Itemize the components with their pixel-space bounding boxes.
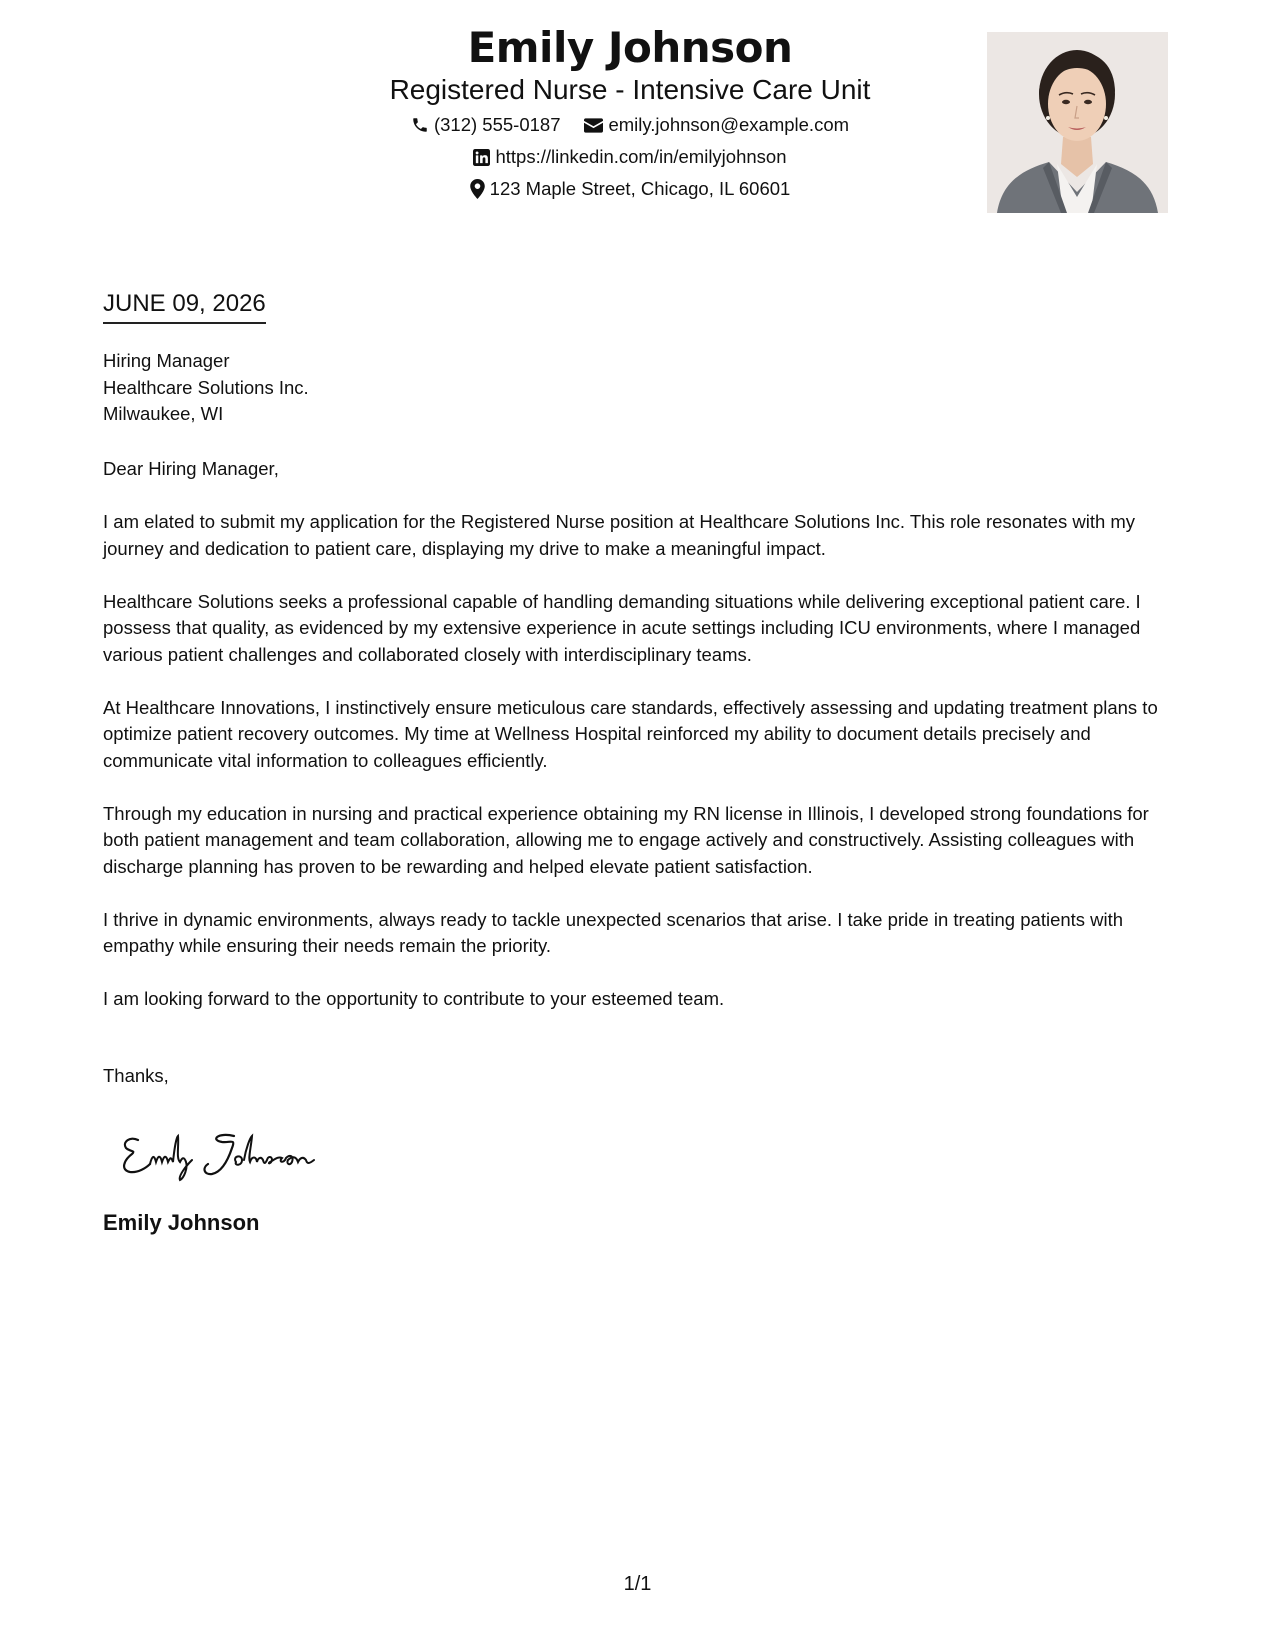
phone-contact[interactable] [411, 112, 561, 138]
body-paragraph: I am elated to submit my application for the Registered Nurse position at Healthcare Solutions Inc. This role resonates with my journey and dedication to patient care, displaying my drive to make a meaningful impact. [103, 511, 1136, 559]
page-number: 1/1 [623, 1573, 652, 1595]
body-paragraph: Healthcare Solutions seeks a professional capable of handling demanding situations while delivering exceptional patient care. I possess that quality, as evidenced by my extensive experience in acute settings including ICU environments, where I managed various patient challenges and collaborated closely with interdisciplinary teams. [103, 590, 1141, 665]
handwritten-signature [118, 1118, 358, 1188]
job-title: Registered Nurse - Intensive Care Unit [389, 74, 871, 105]
body-paragraph: Through my education in nursing and practical experience obtaining my RN license in Illinois, I developed strong foundations for both patient management and team collaboration, allowing me to engage actively and constructively. Assisting colleagues with discharge planning has proven to be rewarding and helped elevate patient satisfaction. [103, 802, 1149, 877]
address-text: 123 Maple Street, Chicago, IL 60601 [489, 178, 791, 199]
recipient-line: Hiring Manager [103, 350, 230, 371]
signer-name: Emily Johnson [103, 1210, 260, 1235]
phone-icon [411, 116, 429, 134]
linkedin-icon [473, 149, 490, 166]
recipient-line: Milwaukee, WI [103, 403, 224, 424]
envelope-icon [584, 118, 603, 133]
email-text: emily.johnson@example.com [608, 114, 850, 135]
map-pin-icon [470, 179, 485, 199]
recipient-line: Healthcare Solutions Inc. [103, 376, 309, 398]
linkedin-contact[interactable] [473, 144, 786, 170]
letter-body [103, 456, 1173, 1039]
body-paragraph: I thrive in dynamic environments, always ready to tackle unexpected scenarios that arise. I take pride in treating patients with empathy while ensuring their needs remain the priority. [103, 908, 1124, 956]
body-paragraph: At Healthcare Innovations, I instinctively ensure meticulous care standards, effectively assessing and updating treatment plans to optimize patient recovery outcomes. My time at Wellness Hospital reinforced my ability to document details precisely and communicate vital information to colleagues efficiently. [103, 696, 1158, 771]
phone-text: (312) 555-0187 [433, 114, 561, 135]
contact-row-phone-email [300, 112, 960, 138]
contact-row-linkedin [300, 144, 960, 170]
letter-date: JUNE 09, 2026 [103, 288, 266, 324]
address-contact [470, 176, 791, 202]
linkedin-text: https://linkedin.com/in/emilyjohnson [495, 146, 787, 167]
contact-row-address [300, 176, 960, 202]
closing: Thanks, [103, 1065, 169, 1086]
applicant-name: Emily Johnson [467, 23, 793, 72]
body-paragraph: I am looking forward to the opportunity to contribute to your esteemed team. [103, 988, 725, 1009]
recipient-block [103, 348, 309, 428]
salutation: Dear Hiring Manager, [103, 458, 279, 479]
letter-header [0, 0, 1275, 230]
profile-photo [987, 32, 1168, 213]
email-contact[interactable] [584, 112, 849, 138]
